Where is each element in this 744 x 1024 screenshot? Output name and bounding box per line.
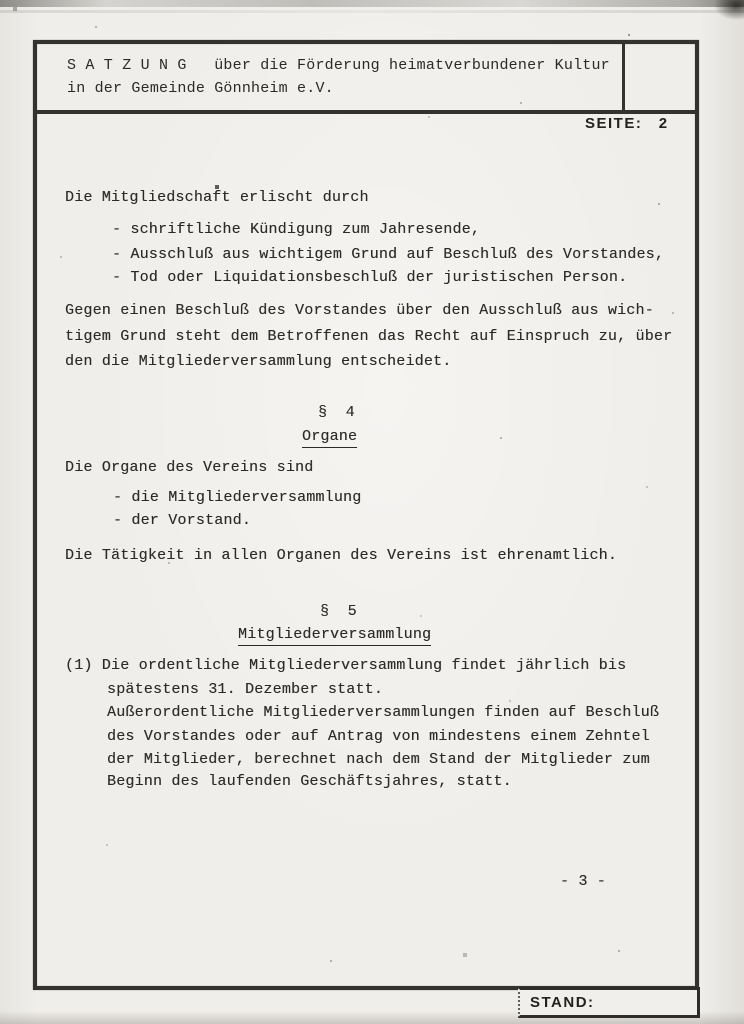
organs-list-item: - die Mitgliederversammlung [113,489,362,506]
section4-heading [302,427,357,447]
scan-corner-blob [714,0,744,20]
page-label: SEITE: [585,115,643,132]
stand-label: STAND: [530,994,595,1011]
objection-paragraph-line: den die Mitgliederversammlung entscheidet. [65,353,452,370]
section5-paragraph-line: (1) Die ordentliche Mitgliederversammlung findet jährlich bis [65,657,627,674]
document-title-line2: in der Gemeinde Gönnheim e.V. [67,80,334,97]
section5-paragraph-line: der Mitglieder, berechnet nach dem Stand der Mitglieder zum [107,751,650,768]
document-title-line1: S A T Z U N G über die Förderung heimatverbundener Kultur [67,57,610,74]
page-indicator [585,115,667,133]
termination-list-item: - Ausschluß aus wichtigem Grund auf Beschluß des Vorstandes, [112,246,665,263]
section4-number: § 4 [318,404,355,421]
document-title [37,44,622,110]
section5-heading-text: Mitgliederversammlung [238,626,431,646]
scan-smudge-line [0,10,744,13]
section5-number: § 5 [320,603,357,620]
section5-paragraph-line: Beginn des laufenden Geschäftsjahres, statt. [107,773,512,790]
objection-paragraph-line: tigem Grund steht dem Betroffenen das Recht auf Einspruch zu, über [65,328,673,345]
page-number: 2 [658,116,668,133]
section5-paragraph-line: spätestens 31. Dezember statt. [107,681,384,698]
stand-box [518,987,700,1018]
section5-paragraph-line: Außerordentliche Mitgliederversammlungen finden auf Beschluß [107,704,660,721]
section5-heading [238,625,431,645]
section4-heading-text: Organe [302,428,357,448]
organs-list-item: - der Vorstand. [113,512,252,529]
section4-note-line: Die Tätigkeit in allen Organen des Vereins ist ehrenamtlich. [65,547,618,564]
termination-list-item: - schriftliche Kündigung zum Jahresende, [112,221,481,238]
next-page-indicator: - 3 - [560,873,607,890]
membership-intro-line: Die Mitgliedschaft erlischt durch [65,189,369,206]
section5-paragraph-line: des Vorstandes oder auf Antrag von mindestens einem Zehntel [107,728,650,745]
scan-noise-specks [0,0,2,2]
scan-smudge-top [0,0,744,7]
objection-paragraph-line: Gegen einen Beschluß des Vorstandes über den Ausschluß aus wich- [65,302,654,319]
header-side-cell [622,44,695,110]
section4-intro-line: Die Organe des Vereins sind [65,459,314,476]
termination-list-item: - Tod oder Liquidationsbeschluß der juristischen Person. [112,269,628,286]
header-box [37,44,695,114]
